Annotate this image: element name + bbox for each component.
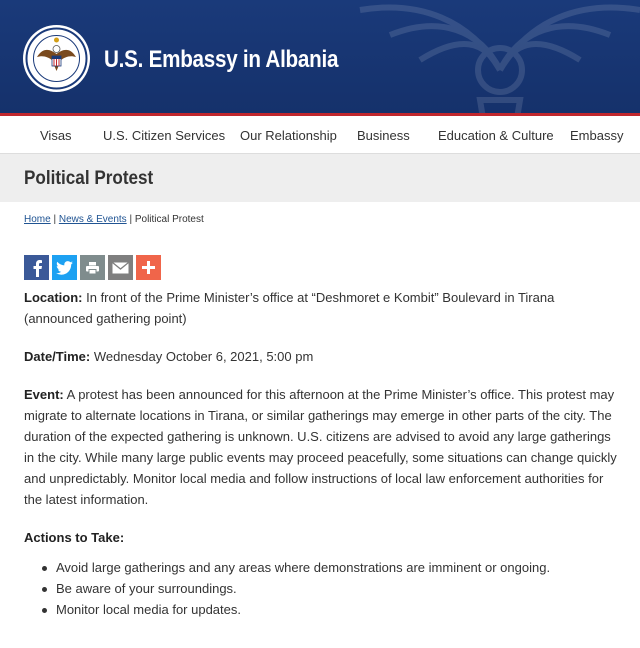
location-text: In front of the Prime Minister’s office at “Deshmoret e Kombit” Boulevard in Tirana (announced gathering point) <box>24 290 555 326</box>
breadcrumb-news-link[interactable]: News & Events <box>58 214 127 225</box>
facebook-icon <box>30 259 44 277</box>
breadcrumb-separator: | <box>129 214 133 225</box>
article-body <box>24 287 620 620</box>
event-text: A protest has been announced for this afternoon at the Prime Minister’s office. This protest may migrate to alternate locations in Tirana, or similar gatherings may emerge in other parts of the city. The duration of the expected gathering is unknown. U.S. citizens are advised to avoid any large gatherings in the city. While many large public events may proceed peacefully, some situations can change quickly and unpredictably. Monitor local media and follow instructions of local law enforcement authorities for the latest information. <box>24 387 617 507</box>
nav-item-education-culture[interactable]: Education & Culture <box>438 128 554 143</box>
print-button[interactable] <box>80 255 105 280</box>
site-title[interactable]: U.S. Embassy in Albania <box>104 46 339 73</box>
nav-item-visas[interactable]: Visas <box>40 128 72 143</box>
site-header <box>0 0 640 113</box>
print-icon <box>85 261 100 275</box>
list-item: Be aware of your surroundings. <box>40 578 620 599</box>
datetime-paragraph <box>24 346 620 367</box>
main-nav <box>0 116 640 154</box>
breadcrumb <box>24 214 204 225</box>
list-item: Avoid large gatherings and any areas where demonstrations are imminent or ongoing. <box>40 557 620 578</box>
breadcrumb-separator: | <box>53 214 57 225</box>
plus-icon <box>142 261 155 274</box>
location-label: Location: <box>24 290 83 305</box>
location-paragraph <box>24 287 620 329</box>
page-title-band <box>0 154 640 202</box>
twitter-icon <box>56 261 73 275</box>
actions-heading-paragraph <box>24 527 620 548</box>
breadcrumb-current: Political Protest <box>134 214 204 225</box>
nav-item-embassy[interactable]: Embassy <box>570 128 624 143</box>
nav-item-citizen-services[interactable]: U.S. Citizen Services <box>103 128 226 143</box>
nav-item-our-relationship[interactable]: Our Relationship <box>240 128 337 143</box>
datetime-text: Wednesday October 6, 2021, 5:00 pm <box>90 349 314 364</box>
actions-list <box>24 557 620 620</box>
list-item: Monitor local media for updates. <box>40 599 620 620</box>
actions-heading: Actions to Take: <box>24 530 125 545</box>
facebook-share-button[interactable] <box>24 255 49 280</box>
nav-item-business[interactable]: Business <box>357 128 410 143</box>
twitter-share-button[interactable] <box>52 255 77 280</box>
datetime-label: Date/Time: <box>24 349 91 364</box>
email-share-button[interactable] <box>108 255 133 280</box>
department-of-state-seal-icon <box>25 27 88 90</box>
share-toolbar <box>24 255 161 280</box>
breadcrumb-home-link[interactable]: Home <box>24 214 51 225</box>
event-label: Event: <box>24 387 64 402</box>
event-paragraph <box>24 384 620 510</box>
eagle-watermark-icon <box>330 0 640 113</box>
more-share-button[interactable] <box>136 255 161 280</box>
page-title: Political Protest <box>24 168 154 189</box>
email-icon <box>112 262 129 274</box>
embassy-seal[interactable] <box>23 25 90 92</box>
